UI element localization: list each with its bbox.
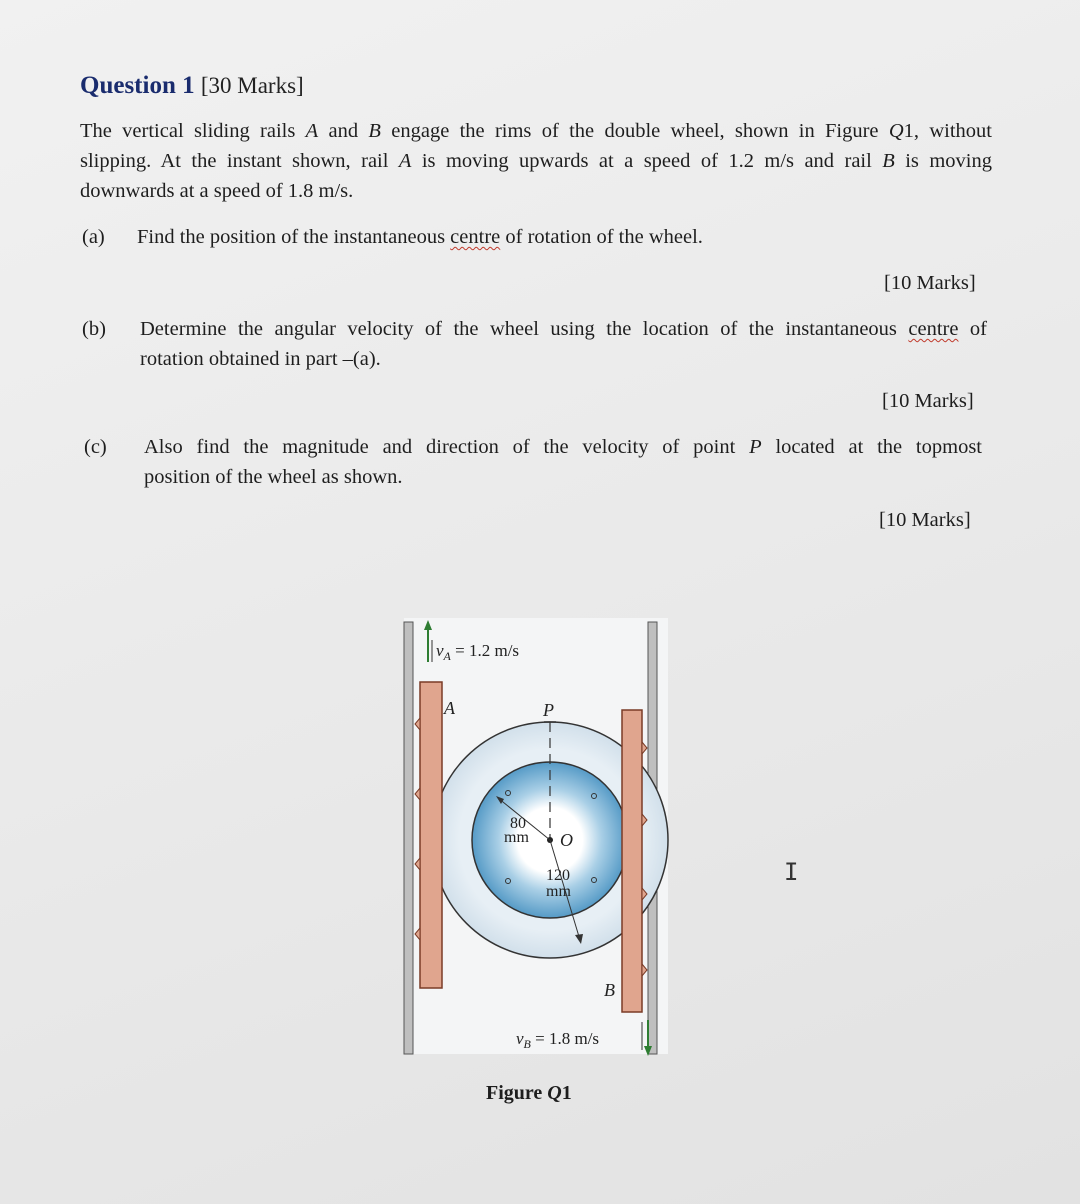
part-c-text: Also find the magnitude and direction of the velocity of point P located at the topmost position of the wheel as shown. <box>144 436 983 488</box>
inner-radius-value: 80 <box>510 815 526 832</box>
part-a <box>82 222 802 254</box>
inner-radius-unit: mm <box>504 829 529 846</box>
part-c-marks: [10 Marks] <box>879 509 971 531</box>
outer-radius-value: 120 <box>546 867 570 884</box>
intro-line-2: slipping. At the instant shown, rail A is moving upwards at a speed of 1.2 m/s and rail B is moving <box>80 150 992 172</box>
intro-line-3: downwards at a speed of 1.8 m/s. <box>80 180 354 202</box>
rail-b <box>622 710 642 1012</box>
rail-a <box>420 682 442 988</box>
outer-radius-unit: mm <box>546 883 571 900</box>
rail-b-label: B <box>604 980 615 1000</box>
question-total-marks: [30 Marks] <box>200 73 304 98</box>
figure-q1 <box>400 618 672 1058</box>
question-heading <box>80 70 304 102</box>
intro-line-1: The vertical sliding rails A and B engage the rims of the double wheel, shown in Figure Q1, without <box>80 120 992 142</box>
part-a-text: Find the position of the instantaneous centre of rotation of the wheel. <box>137 226 703 248</box>
center-o-label: O <box>560 830 573 850</box>
question-number: Question 1 <box>80 72 195 99</box>
part-c <box>84 432 984 496</box>
part-b-text: Determine the angular velocity of the wheel using the location of the instantaneous centre of rotation obtained in part –(a). <box>140 318 987 370</box>
part-b <box>82 314 987 378</box>
part-a-marks: [10 Marks] <box>884 272 976 294</box>
part-c-label: (c) <box>84 436 107 458</box>
part-b-label: (b) <box>82 318 106 340</box>
spellcheck-flag: centre <box>450 226 501 248</box>
rail-a-label: A <box>444 698 455 718</box>
left-guide-wall <box>404 622 413 1054</box>
part-a-label: (a) <box>82 226 105 248</box>
va-label: $v_A = 1.2$ m/s <box>436 641 520 663</box>
spellcheck-flag: centre <box>908 318 959 340</box>
wheel-diagram <box>400 618 672 1058</box>
text-cursor-icon: I <box>784 858 799 886</box>
part-b-marks: [10 Marks] <box>882 390 974 412</box>
figure-caption: Figure Q1 <box>486 1082 572 1104</box>
point-p-label: P <box>543 700 554 720</box>
question-intro <box>80 116 992 206</box>
vb-label: $v_B = 1.8$ m/s <box>516 1029 600 1051</box>
